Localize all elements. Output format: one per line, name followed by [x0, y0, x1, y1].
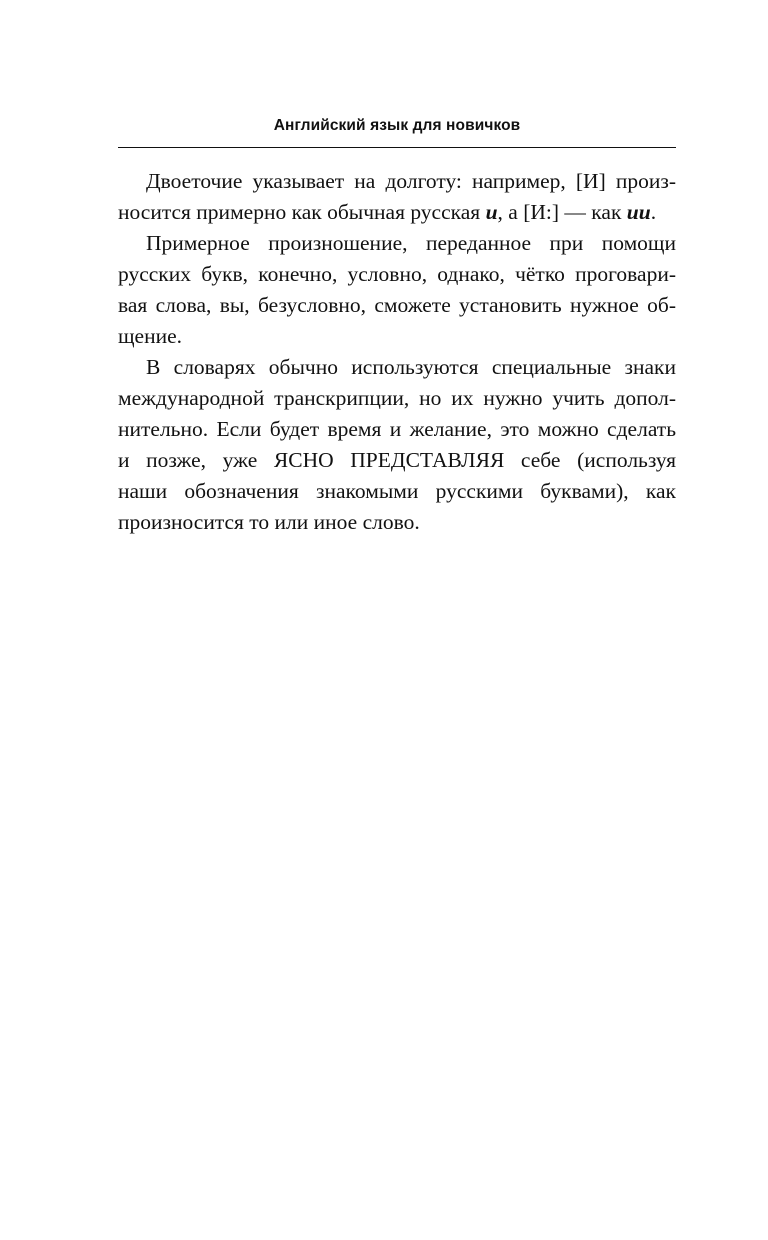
paragraph-2: [118, 228, 676, 352]
paragraph-3: [118, 352, 676, 538]
text-line: произносится то или иное слово.: [118, 510, 420, 534]
text-line: международной транскрипции, но их нужно учить допол-: [118, 386, 676, 410]
text-run: носится примерно как обычная русская: [118, 200, 486, 224]
text-line: Двоеточие указывает на долготу: например, [И] произ-: [146, 169, 676, 193]
text-run: , а [И:] — как: [497, 200, 627, 224]
text-line: Примерное произношение, переданное при помощи: [146, 231, 676, 255]
text-line: вая слова, вы, безусловно, сможете установить нужное об-: [118, 293, 676, 317]
emphasis-letter: и: [485, 200, 498, 224]
text-line: щение.: [118, 324, 183, 348]
text-line: наши обозначения знакомыми русскими буквами), как: [118, 479, 676, 503]
text-line: русских букв, конечно, условно, однако, чётко проговари-: [118, 262, 676, 286]
body-text: [118, 166, 676, 538]
text-line: нительно. Если будет время и желание, это можно сделать: [118, 417, 676, 441]
text-line: В словарях обычно используются специальные знаки: [146, 355, 676, 379]
text-line: [118, 197, 676, 228]
text-run: .: [650, 200, 657, 224]
paragraph-1: [118, 166, 676, 228]
text-line: и позже, уже ЯСНО ПРЕДСТАВЛЯЯ себе (используя: [118, 448, 676, 472]
emphasis-letters: ии: [626, 200, 651, 224]
header-rule: [118, 147, 676, 148]
running-header: Английский язык для новичков: [273, 117, 521, 134]
